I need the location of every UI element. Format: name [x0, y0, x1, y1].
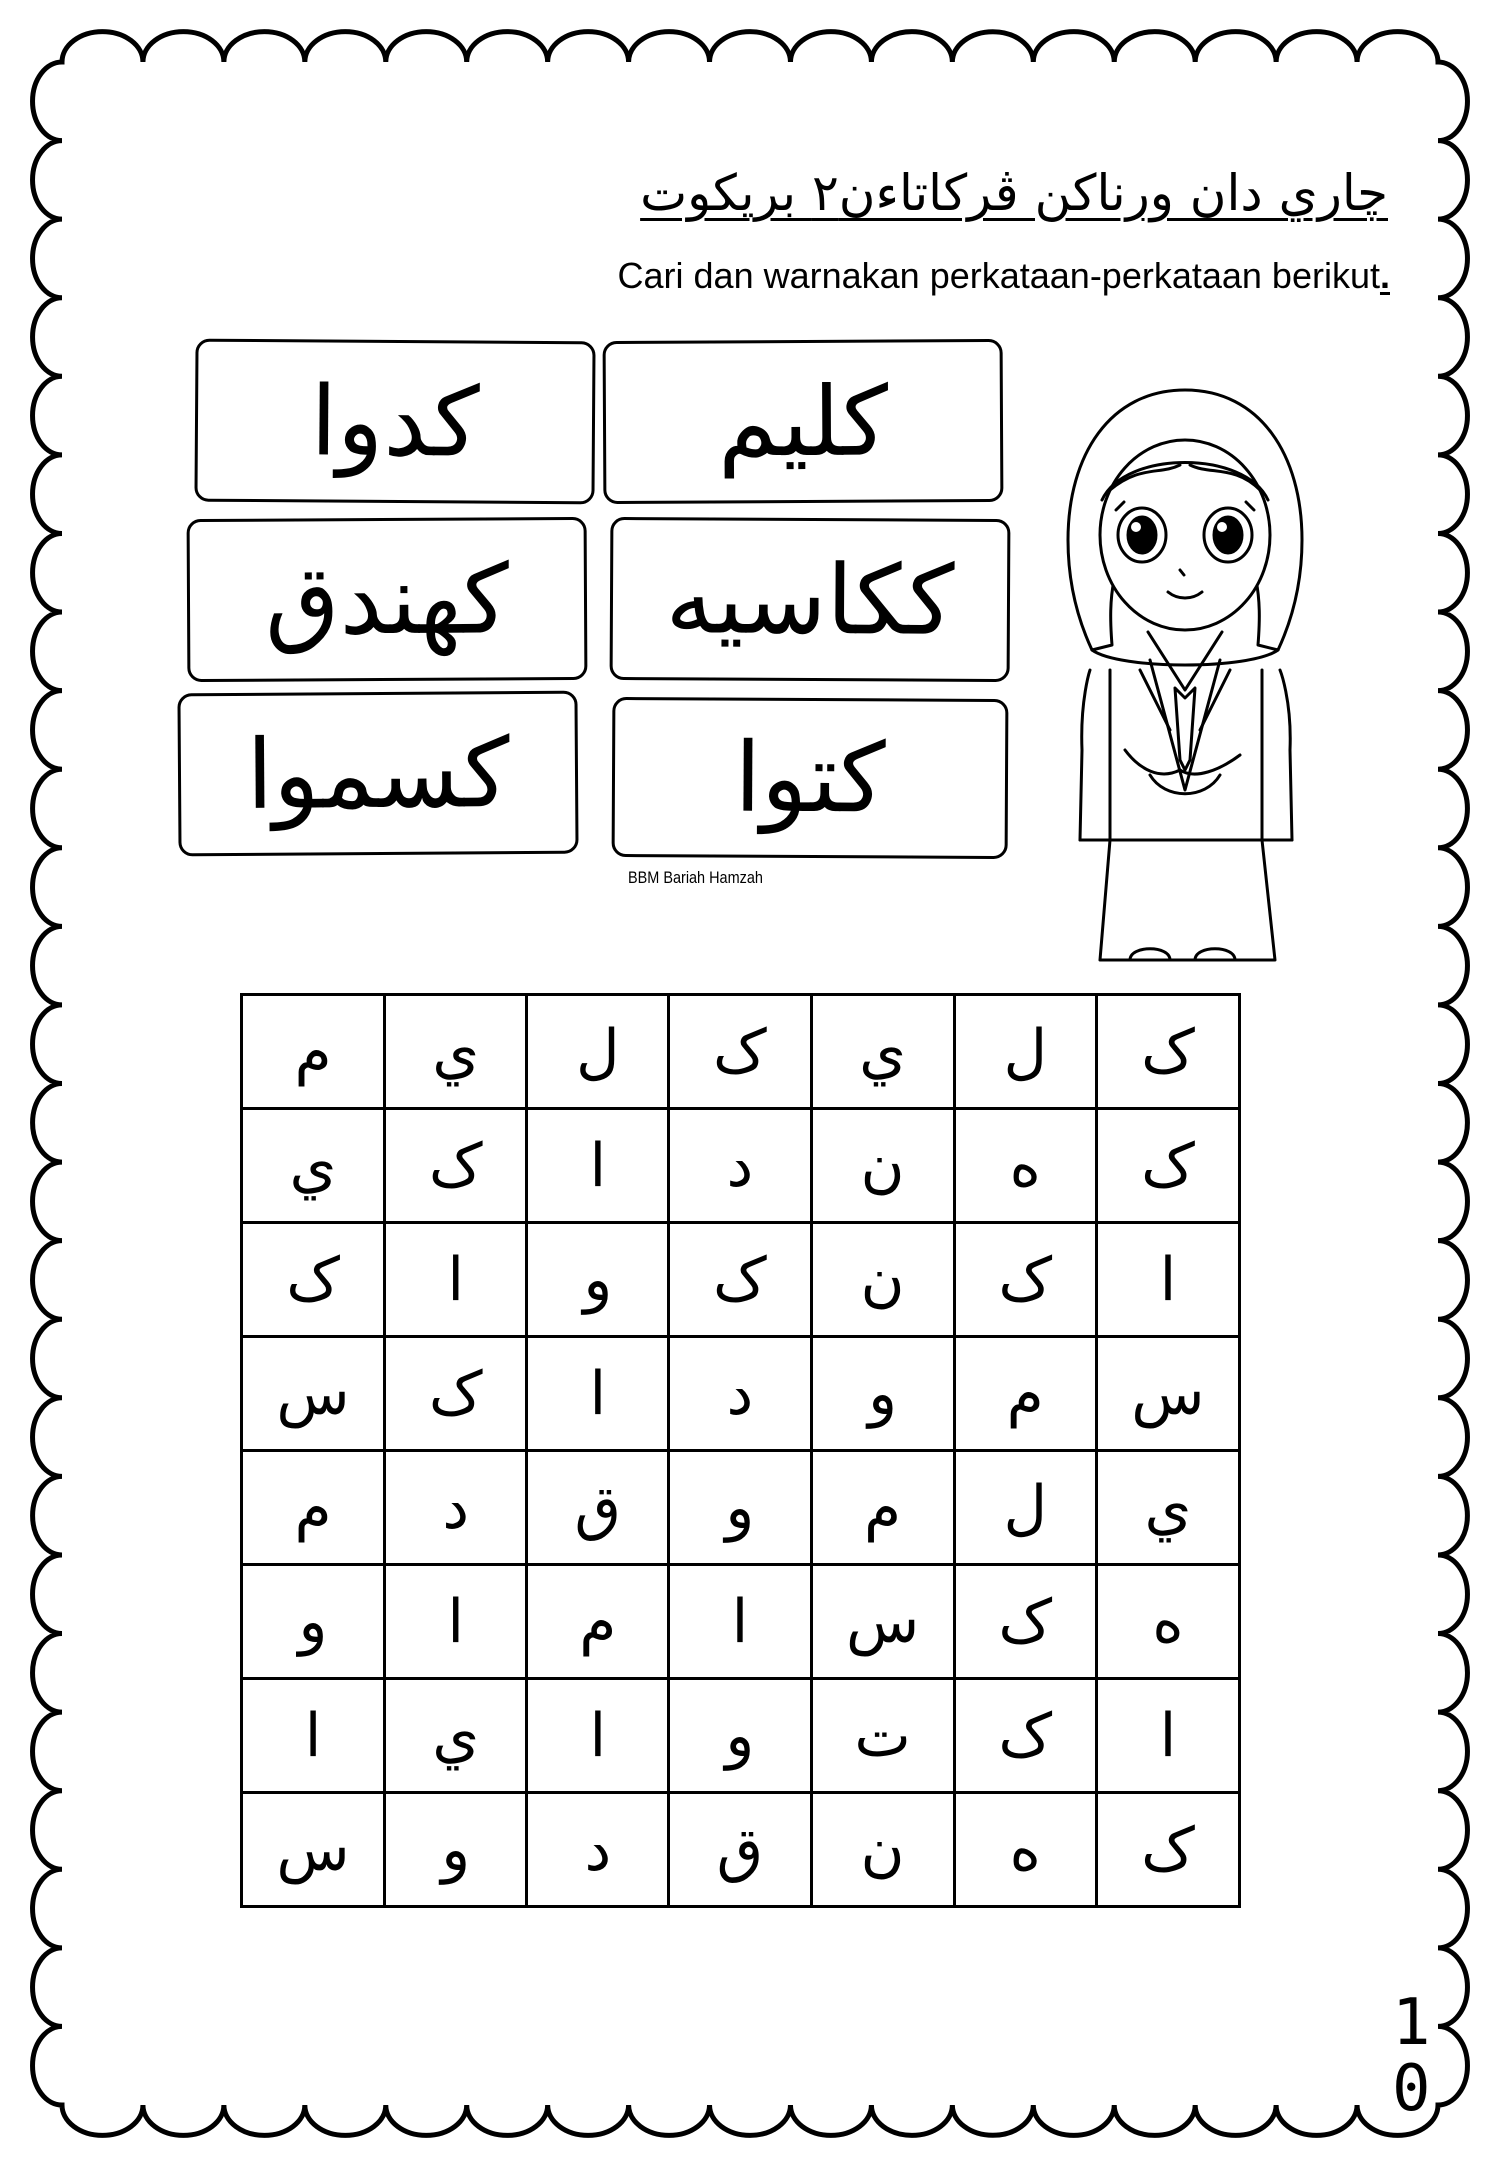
- grid-row: [242, 1223, 1240, 1337]
- word-card: کليم: [603, 339, 1004, 504]
- grid-cell[interactable]: ي: [385, 1679, 527, 1793]
- grid-cell[interactable]: س: [242, 1337, 385, 1451]
- grid-cell[interactable]: و: [385, 1793, 527, 1907]
- title-malay-end: .: [1379, 255, 1390, 296]
- grid-cell[interactable]: ک: [954, 1679, 1096, 1793]
- grid-cell[interactable]: ا: [527, 1337, 669, 1451]
- grid-row: [242, 1109, 1240, 1223]
- grid-cell[interactable]: م: [242, 1451, 385, 1565]
- grid-row: [242, 1451, 1240, 1565]
- grid-cell[interactable]: ه: [954, 1793, 1096, 1907]
- grid-cell[interactable]: م: [527, 1565, 669, 1679]
- grid-cell[interactable]: و: [669, 1679, 811, 1793]
- grid-cell[interactable]: ا: [1096, 1679, 1239, 1793]
- title-malay: [390, 252, 1390, 300]
- word-card: کهندق: [187, 517, 588, 682]
- grid-cell[interactable]: ي: [242, 1109, 385, 1223]
- grid-cell[interactable]: ا: [385, 1565, 527, 1679]
- grid-cell[interactable]: ا: [527, 1109, 669, 1223]
- grid-cell[interactable]: ک: [242, 1223, 385, 1337]
- title-jawi: چاري دان ورناکن ڤرکاتاءن٢ بريکوت: [640, 164, 1388, 222]
- word-search-grid: [240, 993, 1241, 1908]
- page-number: 10: [1392, 1986, 1431, 2126]
- grid-cell[interactable]: ه: [954, 1109, 1096, 1223]
- word-card: ککاسيه: [610, 517, 1011, 682]
- grid-cell[interactable]: ت: [811, 1679, 954, 1793]
- grid-cell[interactable]: ي: [1096, 1451, 1239, 1565]
- grid-cell[interactable]: ک: [669, 1223, 811, 1337]
- grid-cell[interactable]: ا: [527, 1679, 669, 1793]
- grid-cell[interactable]: ک: [1096, 1793, 1239, 1907]
- grid-cell[interactable]: د: [527, 1793, 669, 1907]
- word-card: کتوا: [612, 697, 1009, 859]
- credit: BBM Bariah Hamzah: [628, 868, 763, 887]
- grid-cell[interactable]: ن: [811, 1223, 954, 1337]
- grid-row: [242, 1793, 1240, 1907]
- grid-cell[interactable]: ک: [1096, 995, 1239, 1109]
- grid-cell[interactable]: ق: [669, 1793, 811, 1907]
- grid-row: [242, 1337, 1240, 1451]
- grid-cell[interactable]: و: [242, 1565, 385, 1679]
- grid-cell[interactable]: د: [385, 1451, 527, 1565]
- grid-cell[interactable]: س: [242, 1793, 385, 1907]
- girl-in-hijab-icon: [1030, 370, 1340, 970]
- grid-cell[interactable]: ا: [242, 1679, 385, 1793]
- grid-cell[interactable]: ل: [954, 1451, 1096, 1565]
- grid-cell[interactable]: م: [954, 1337, 1096, 1451]
- grid-cell[interactable]: ک: [385, 1109, 527, 1223]
- title-malay-text: Cari dan warnakan perkataan-perkataan berikut: [617, 255, 1380, 296]
- grid-cell[interactable]: د: [669, 1337, 811, 1451]
- grid-row: [242, 1565, 1240, 1679]
- grid-cell[interactable]: د: [669, 1109, 811, 1223]
- grid-cell[interactable]: ن: [811, 1109, 954, 1223]
- word-card: کدوا: [194, 339, 595, 505]
- grid-cell[interactable]: ک: [669, 995, 811, 1109]
- grid-cell[interactable]: س: [811, 1565, 954, 1679]
- grid-cell[interactable]: و: [669, 1451, 811, 1565]
- grid-row: [242, 995, 1240, 1109]
- grid-cell[interactable]: م: [242, 995, 385, 1109]
- grid-cell[interactable]: ک: [1096, 1109, 1239, 1223]
- grid-row: [242, 1679, 1240, 1793]
- grid-cell[interactable]: ي: [811, 995, 954, 1109]
- grid-cell[interactable]: ن: [811, 1793, 954, 1907]
- grid-cell[interactable]: ل: [954, 995, 1096, 1109]
- grid-cell[interactable]: ک: [954, 1223, 1096, 1337]
- word-card: کسموا: [177, 691, 578, 857]
- grid-cell[interactable]: ه: [1096, 1565, 1239, 1679]
- grid-cell[interactable]: ا: [385, 1223, 527, 1337]
- grid-cell[interactable]: ا: [669, 1565, 811, 1679]
- grid-cell[interactable]: ا: [1096, 1223, 1239, 1337]
- grid-cell[interactable]: ل: [527, 995, 669, 1109]
- grid-cell[interactable]: ي: [385, 995, 527, 1109]
- grid-cell[interactable]: س: [1096, 1337, 1239, 1451]
- grid-cell[interactable]: ق: [527, 1451, 669, 1565]
- grid-cell[interactable]: ک: [954, 1565, 1096, 1679]
- grid-cell[interactable]: م: [811, 1451, 954, 1565]
- grid-cell[interactable]: و: [527, 1223, 669, 1337]
- grid-cell[interactable]: و: [811, 1337, 954, 1451]
- grid-cell[interactable]: ک: [385, 1337, 527, 1451]
